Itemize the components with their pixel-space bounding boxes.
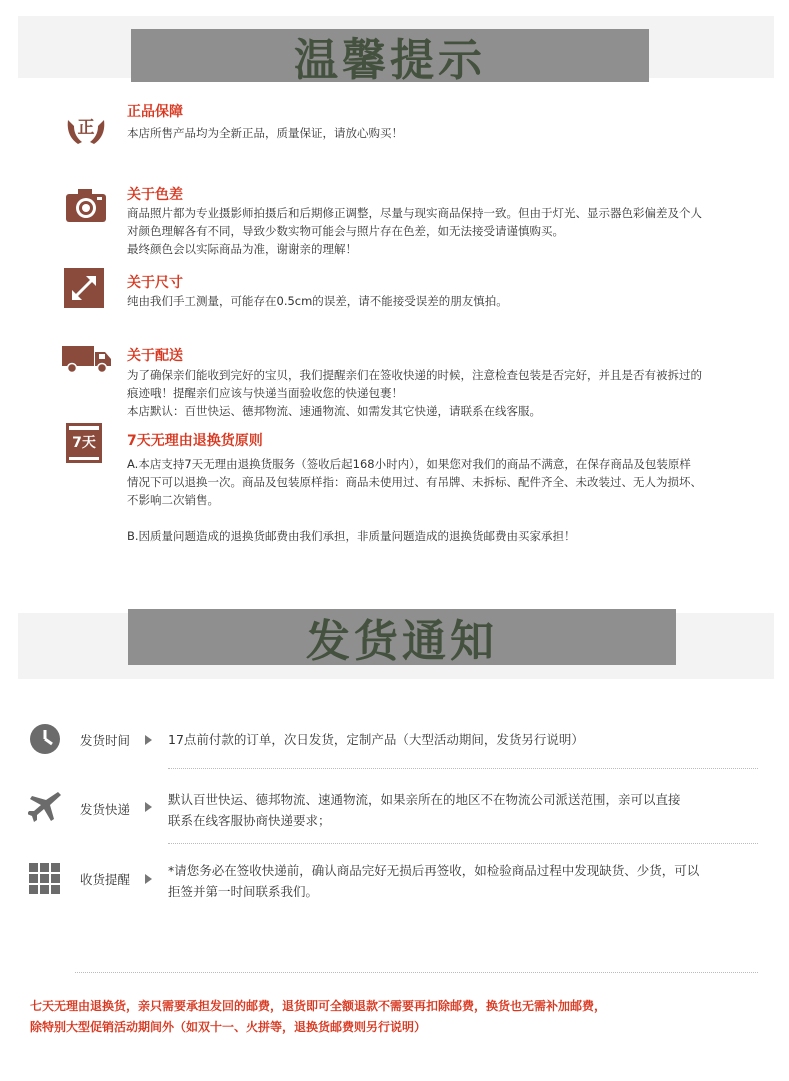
- shipping-line: 17点前付款的订单，次日发货，定制产品（大型活动期间，发货另行说明）: [168, 732, 584, 747]
- notice-line: 纯由我们手工测量，可能存在0.5cm的误差，请不能接受误差的朋友慎拍。: [127, 294, 508, 308]
- chevron-right-icon: [145, 735, 152, 745]
- calendar-7-label: 7天: [72, 435, 96, 451]
- notice-title: 关于色差: [127, 187, 183, 203]
- camera-icon: [64, 184, 108, 228]
- notice-line: 本店所售产品均为全新正品，质量保证，请放心购买！: [127, 126, 403, 140]
- notice-line: 不影响二次销售。: [127, 493, 219, 507]
- notice-title: 关于配送: [127, 348, 183, 364]
- resize-arrow-icon: [64, 268, 104, 308]
- shipping-label: 收货提醒: [80, 872, 131, 887]
- notice-line: 痕迹哦！提醒亲们应该与快递当面验收您的快递包裹！: [127, 386, 403, 400]
- footer-line: 七天无理由退换货，亲只需要承担发回的邮费，退货即可全额退款不需要再扣除邮费，换货也无需补加邮费，: [30, 999, 607, 1013]
- calendar-7-icon: [66, 423, 102, 463]
- notice-line: [127, 509, 752, 527]
- notice-text: [127, 366, 752, 420]
- shipping-line: 默认百世快运、德邦物流、速通物流，如果亲所在的地区不在物流公司派送范围，亲可以直接: [168, 792, 681, 807]
- shipping-line: 联系在线客服协商快递要求；: [168, 813, 331, 828]
- svg-text:正: 正: [77, 118, 95, 138]
- banner-box-2: [128, 609, 676, 665]
- footer-line: 除特别大型促销活动期间外（如双十一、火拼等，退换货邮费则另行说明）: [30, 1020, 427, 1034]
- shipping-text: [168, 789, 681, 831]
- chevron-right-icon: [145, 802, 152, 812]
- chevron-right-icon: [145, 874, 152, 884]
- banner-title-tips: 温馨提示: [294, 34, 486, 86]
- notice-text: [127, 292, 752, 310]
- notice-line: A.本店支持7天无理由退换货服务（签收后起168小时内），如果您对我们的商品不满意，在保存商品及包装原样: [127, 457, 691, 471]
- banner-box-1: [131, 29, 649, 86]
- notice-title: 关于尺寸: [127, 275, 183, 291]
- shipping-text: [168, 729, 584, 750]
- notice-line: 情况下可以退换一次。商品及包装原样指：商品未使用过、有吊牌、未拆标、配件齐全、未改装过、无人为损坏、: [127, 475, 702, 489]
- notice-title: 7天无理由退换货原则: [127, 433, 263, 449]
- banner-title-shipping: 发货通知: [306, 616, 498, 667]
- shipping-label: 发货快递: [80, 802, 131, 817]
- airplane-icon: [28, 789, 62, 823]
- divider-dotted: [75, 972, 758, 973]
- genuine-hands-icon: [64, 106, 108, 150]
- notice-text: [127, 455, 752, 545]
- shipping-label: 发货时间: [80, 733, 131, 748]
- notice-text: [127, 124, 752, 142]
- grid-icon: [28, 862, 62, 896]
- footer-return-policy: [30, 996, 606, 1038]
- notice-text: [127, 204, 752, 258]
- truck-icon: [62, 344, 112, 374]
- clock-icon: [28, 722, 62, 756]
- divider-dotted: [168, 768, 758, 769]
- shipping-text: [168, 860, 699, 902]
- notice-line: 商品照片都为专业摄影师拍摄后和后期修正调整，尽量与现实商品保持一致。但由于灯光、显示器色彩偏差及个人: [127, 206, 702, 220]
- notice-line: B.因质量问题造成的退换货邮费由我们承担，非质量问题造成的退换货邮费由买家承担！: [127, 529, 576, 543]
- divider-dotted: [168, 843, 758, 844]
- notice-line: 本店默认：百世快运、德邦物流、速通物流、如需发其它快递，请联系在线客服。: [127, 404, 541, 418]
- notice-title: 正品保障: [127, 104, 183, 120]
- notice-line: 最终颜色会以实际商品为准，谢谢亲的理解！: [127, 242, 357, 256]
- shipping-line: *请您务必在签收快递前，确认商品完好无损后再签收，如检验商品过程中发现缺货、少货，可以: [168, 863, 700, 878]
- shipping-line: 拒签并第一时间联系我们。: [168, 884, 319, 899]
- notice-line: 为了确保亲们能收到完好的宝贝，我们提醒亲们在签收快递的时候，注意检查包装是否完好，并且是否有被拆过的: [127, 368, 702, 382]
- notice-line: 对颜色理解各有不同，导致少数实物可能会与照片存在色差，如无法接受请谨慎购买。: [127, 224, 564, 238]
